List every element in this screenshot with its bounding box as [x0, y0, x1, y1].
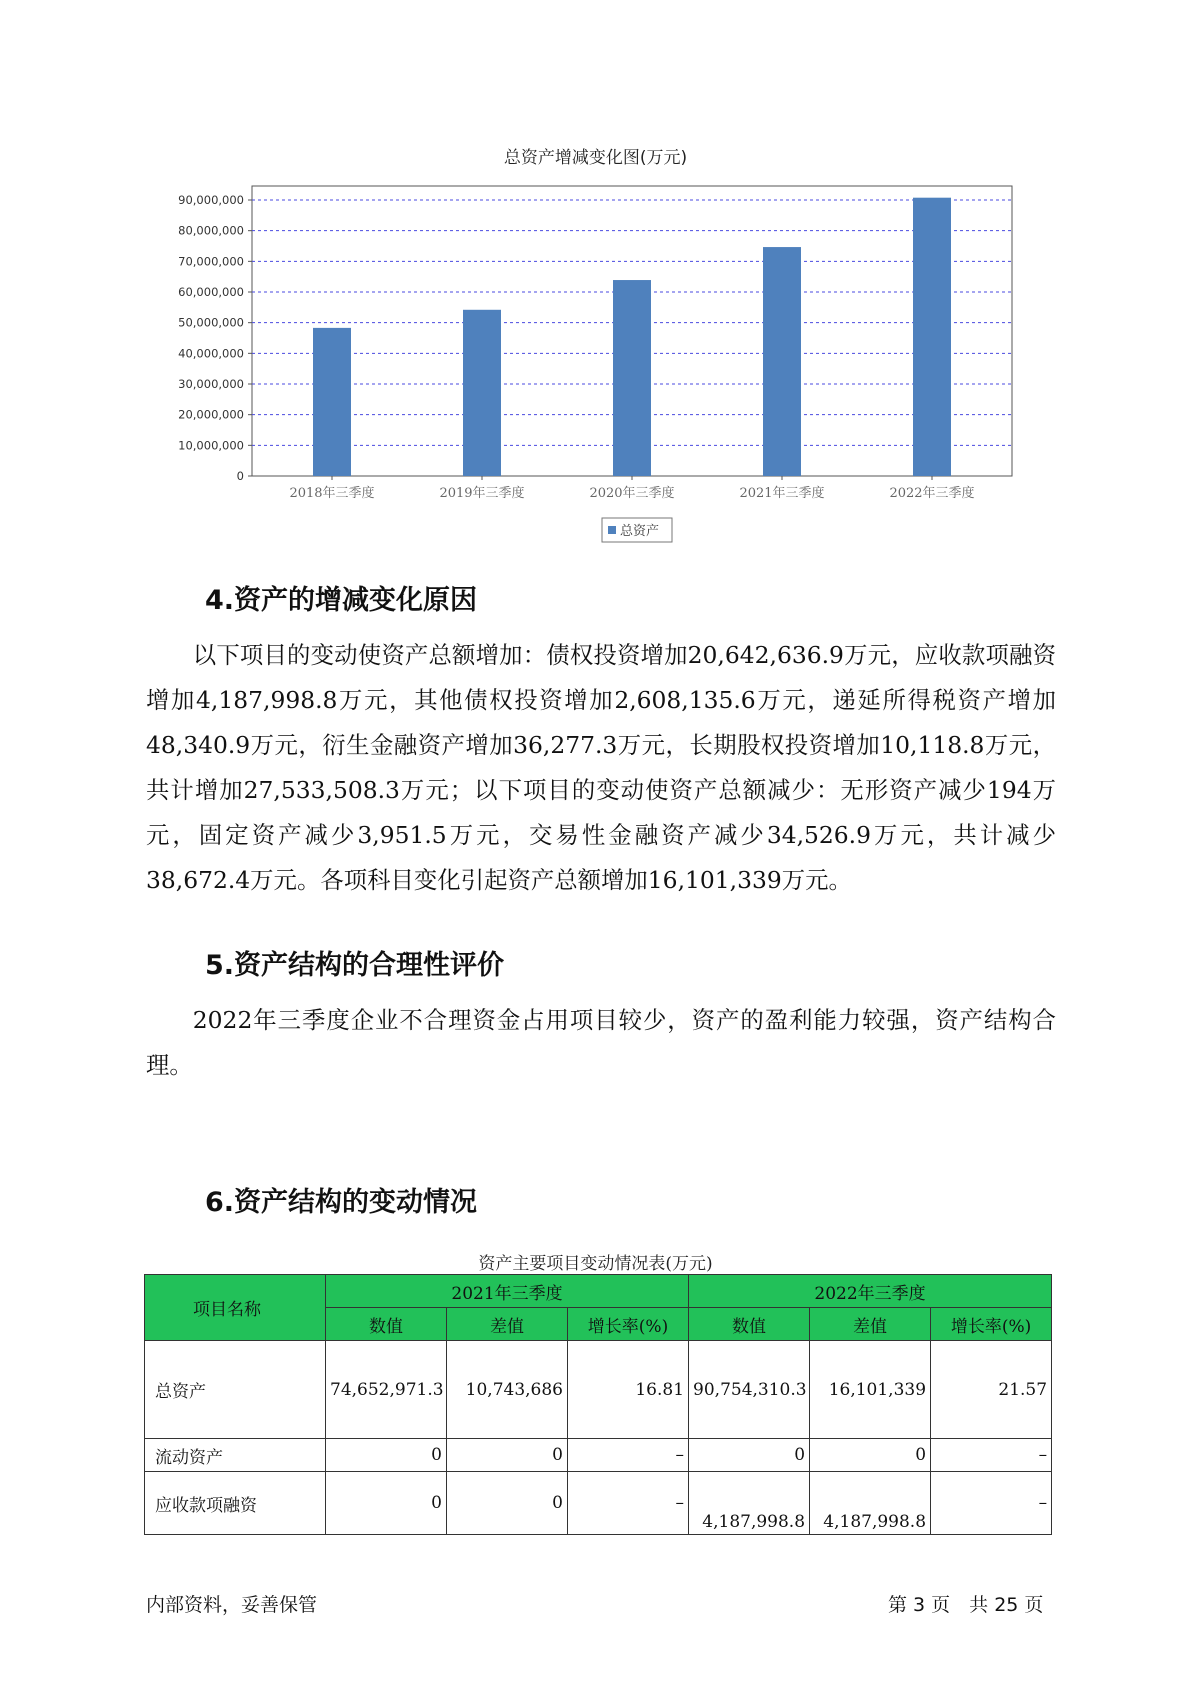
header-period-2021: 2021年三季度: [326, 1275, 689, 1308]
cell-diff-2022: 16,101,339: [810, 1341, 931, 1439]
section-6-heading: 6.资产结构的变动情况: [205, 1187, 478, 1218]
y-tick-label: 10,000,000: [178, 438, 244, 453]
header-diff: 差值: [447, 1308, 568, 1341]
cell-rate-2021: 16.81: [568, 1341, 689, 1439]
cell-value-2021: 0: [326, 1439, 447, 1472]
cell-rate-2021: –: [568, 1472, 689, 1535]
x-tick-label: 2020年三季度: [589, 486, 675, 501]
header-diff: 差值: [810, 1308, 931, 1341]
cell-value-2022: 4,187,998.8: [689, 1472, 810, 1535]
bar: [463, 310, 501, 476]
table-row: [145, 1341, 1052, 1439]
x-tick-label: 2018年三季度: [289, 486, 375, 501]
cell-diff-2022: 4,187,998.8: [810, 1472, 931, 1535]
table-row: [145, 1472, 1052, 1535]
section-5-heading: 5.资产结构的合理性评价: [205, 950, 505, 981]
bar: [313, 328, 351, 476]
cell-rate-2022: 21.57: [931, 1341, 1052, 1439]
header-rate: 增长率(%): [931, 1308, 1052, 1341]
row-name: 应收款项融资: [145, 1472, 326, 1535]
x-tick-label: 2022年三季度: [889, 486, 975, 501]
section-4-heading: 4.资产的增减变化原因: [205, 585, 478, 616]
bar: [763, 247, 801, 476]
total-assets-bar-chart: [150, 178, 975, 558]
section-4-paragraph: 以下项目的变动使资产总额增加：债权投资增加20,642,636.9万元，应收款项融资增加4,187,998.8万元，其他债权投资增加2,608,135.6万元，递延所得税资产增加48,340.9万元，衍生金融资产增加36,277.3万元，长期股权投资增加10,118.8万元，共计增加27,533,508.3万元；以下项目的变动使资产总额减少：无形资产减少194万元，固定资产减少3,951.5万元，交易性金融资产减少34,526.9万元，共计减少38,672.4万元。各项科目变化引起资产总额增加16,101,339万元。: [146, 641, 1056, 894]
cell-diff-2021: 0: [447, 1439, 568, 1472]
header-value: 数值: [326, 1308, 447, 1341]
y-tick-label: 80,000,000: [178, 223, 244, 238]
asset-change-table: [144, 1274, 1052, 1535]
chart-title: 总资产增减变化图(万元): [503, 148, 688, 168]
cell-diff-2021: 0: [447, 1472, 568, 1535]
header-value: 数值: [689, 1308, 810, 1341]
header-period-2022: 2022年三季度: [689, 1275, 1052, 1308]
footer-page-number: 第 3 页 共 25 页: [888, 1594, 1044, 1616]
x-tick-label: 2019年三季度: [439, 486, 525, 501]
cell-diff-2021: 10,743,686: [447, 1341, 568, 1439]
bar: [613, 280, 651, 476]
y-tick-label: 30,000,000: [178, 377, 244, 391]
y-tick-label: 50,000,000: [178, 315, 244, 330]
section-5-paragraph: 2022年三季度企业不合理资金占用项目较少，资产的盈利能力较强，资产结构合理。: [146, 1006, 1056, 1079]
cell-diff-2022: 0: [810, 1439, 931, 1472]
cell-rate-2021: –: [568, 1439, 689, 1472]
cell-value-2021: 74,652,971.3: [326, 1341, 447, 1439]
y-tick-label: 60,000,000: [178, 285, 244, 299]
cell-value-2022: 90,754,310.3: [689, 1341, 810, 1439]
bar: [913, 198, 951, 476]
y-tick-label: 70,000,000: [178, 254, 244, 269]
row-name: 流动资产: [145, 1439, 326, 1472]
header-item-name: 项目名称: [145, 1275, 326, 1341]
row-name: 总资产: [145, 1341, 326, 1439]
footer-confidential-note: 内部资料，妥善保管: [146, 1594, 318, 1616]
legend-swatch: [608, 526, 616, 534]
table-row: [145, 1439, 1052, 1472]
y-tick-label: 0: [236, 469, 244, 483]
y-tick-label: 90,000,000: [178, 193, 244, 207]
legend-label: 总资产: [620, 524, 660, 539]
y-tick-label: 20,000,000: [178, 407, 244, 422]
y-tick-label: 40,000,000: [178, 346, 244, 361]
cell-value-2021: 0: [326, 1472, 447, 1535]
cell-rate-2022: –: [931, 1439, 1052, 1472]
header-rate: 增长率(%): [568, 1308, 689, 1341]
x-tick-label: 2021年三季度: [739, 486, 825, 501]
cell-rate-2022: –: [931, 1472, 1052, 1535]
table-caption: 资产主要项目变动情况表(万元): [478, 1254, 713, 1274]
cell-value-2022: 0: [689, 1439, 810, 1472]
